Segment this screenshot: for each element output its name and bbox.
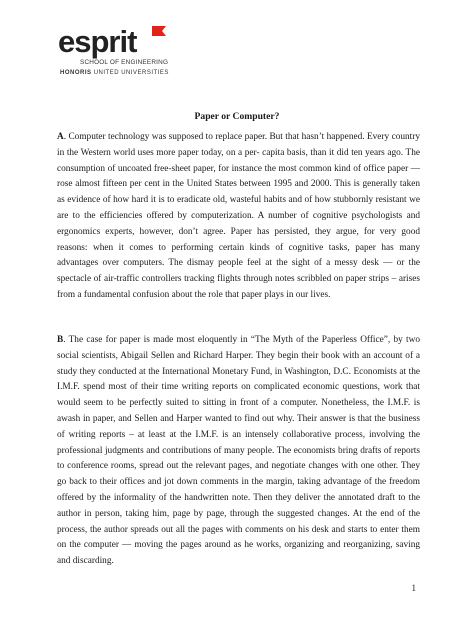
paragraph-line xyxy=(57,333,420,349)
paragraph-line xyxy=(57,349,420,365)
paragraph-line-text: author in person, taking him, page by page, through the suggested changes. At the end of the xyxy=(57,508,420,519)
paragraph-line xyxy=(57,225,420,241)
paragraph-line-text: on the computer — moving the pages around as he works, organizing and reorganizing, saving xyxy=(57,540,420,551)
logo-wordmark: esprit xyxy=(58,24,137,59)
paragraph-line xyxy=(57,554,420,570)
paragraph-line-text: study they conducted at the International Monetary Fund, in Washington, D.C. Economists at the xyxy=(57,366,420,377)
paragraph-line-text: as evidence of how hard it is to eradicate old, wasteful habits and of how stubbornly resistant we xyxy=(57,195,420,206)
paragraph-line xyxy=(57,365,420,381)
paragraph-line xyxy=(57,475,420,491)
paragraph-b xyxy=(57,333,420,570)
paragraph-line-text: in the Western world uses more paper today, on a per- capita basis, than it did ten years ago. The xyxy=(57,147,420,158)
paragraph-line-text: process, the author spreads out all the pages with comments on his desk and starts to enter them xyxy=(57,524,420,535)
paragraph-line-text: and discarding. xyxy=(57,556,114,567)
paragraph-line xyxy=(57,523,420,539)
paragraph-line xyxy=(57,412,420,428)
paragraph-line-text: professional judgments and contributions of many people. The economists bring drafts of reports xyxy=(57,445,420,456)
paragraph-line-text: of writing reports – at least at the I.M.F. is an intensely collaborative process, involving the xyxy=(57,429,420,440)
paragraph-line-text: go back to their offices and jot down comments in the margin, taking advantage of the freedom xyxy=(57,477,420,488)
flag-icon xyxy=(152,26,166,36)
paragraph-line xyxy=(57,396,420,412)
paragraph-line xyxy=(57,256,420,272)
paragraph-line-text: spectacle of air-traffic controllers tracking flights through notes scribbled on paper strips – arises xyxy=(57,274,420,285)
paragraph-line xyxy=(57,459,420,475)
paragraph-line xyxy=(57,177,420,193)
paragraph-line-text: rose almost fifteen per cent in the United States between 1995 and 2000. This is generally taken xyxy=(57,179,420,190)
paragraph-line-text: . The case for paper is made most eloquently in “The Myth of the Paperless Office”, by two xyxy=(63,335,420,345)
paragraph-line xyxy=(57,288,420,304)
paragraph-line-text: I.M.F. spend most of their time writing reports on complicated economic questions, work that xyxy=(57,382,420,393)
logo-school-name: SCHOOL OF ENGINEERING xyxy=(80,59,169,66)
esprit-logo xyxy=(58,24,198,80)
page-number: 1 xyxy=(411,583,416,593)
paragraph-line xyxy=(57,241,420,257)
paragraph-line-text: offered by the informality of the handwritten note. Then they deliver the annotated draft to the xyxy=(57,492,420,503)
paragraph-line xyxy=(57,428,420,444)
paragraph-line-text: are to the efficiencies offered by computerization. A number of cognitive psychologists and xyxy=(57,210,420,221)
paragraph-line-text: from a fundamental confusion about the role that paper plays in our lives. xyxy=(57,289,331,300)
paragraph-line-text: . Computer technology was supposed to replace paper. But that hasn’t happened. Every country xyxy=(63,132,420,142)
paragraph-line xyxy=(57,380,420,396)
document-title: Paper or Computer? xyxy=(194,111,280,122)
paragraph-line xyxy=(57,130,420,146)
paragraph-line-text: consumption of uncoated free-sheet paper, for instance the most common kind of office paper — xyxy=(57,163,420,174)
paragraph-line-text: advantages over computers. The dismay people feel at the sight of a messy desk — or the xyxy=(57,258,420,269)
paragraph-line-text: would seem to be perfectly suited to sitting in front of a computer. Nonetheless, the I.M.F. is xyxy=(57,398,420,409)
paragraph-line xyxy=(57,538,420,554)
paragraph-line xyxy=(57,444,420,460)
paragraph-line xyxy=(57,162,420,178)
paragraph-line xyxy=(57,272,420,288)
paragraph-line-text: to conference rooms, spread out the relevant pages, and negotiate changes with one other. They xyxy=(57,461,420,472)
paragraph-a xyxy=(57,130,420,304)
paragraph-line-text: ergonomics experts, however, don’t agree. Paper has persisted, they argue, for very good xyxy=(57,226,420,237)
paragraph-letter: B xyxy=(57,335,64,345)
paragraph-line-text: reasons: when it comes to performing certain kinds of cognitive tasks, paper has many xyxy=(57,242,420,253)
paragraph-line xyxy=(57,146,420,162)
paragraph-line xyxy=(57,507,420,523)
paragraph-line xyxy=(57,491,420,507)
paragraph-letter: A xyxy=(57,132,64,142)
logo-honoris-rest: UNITED UNIVERSITIES xyxy=(93,70,169,76)
paragraph-line-text: awash in paper, and Sellen and Harper wanted to find out why. Their answer is that the business xyxy=(57,413,420,424)
paragraph-line xyxy=(57,193,420,209)
paragraph-line-text: social scientists, Abigail Sellen and Richard Harper. They begin their book with an account of a xyxy=(57,350,420,361)
logo-honoris-line xyxy=(60,70,169,76)
paragraph-line xyxy=(57,209,420,225)
logo-honoris-bold: HONORIS xyxy=(60,70,92,76)
